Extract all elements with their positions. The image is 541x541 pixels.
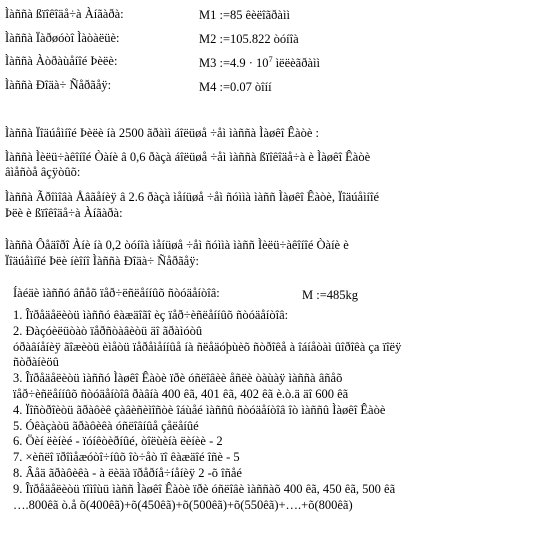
total-mass-value: 485	[326, 288, 346, 302]
paragraph-4-line-1: Ìàññà Ôåäîðî Àíè íà 0,2 òóíîà ìåíüøå ÷åì ñóììà ìàññ Ìèëü÷àêîíîé Òàíè è	[5, 238, 349, 252]
task-item: ….800êã ò.å õ(400êã)+õ(450êã)+õ(500êã)+õ(550êã)+….+õ(800êã)	[13, 497, 353, 512]
paragraph-2-line-2: âìåñòå âçÿòûõ:	[5, 165, 81, 179]
mass-2-formula	[199, 32, 299, 47]
mass-1-unit: êèëîãðàìì	[245, 8, 290, 22]
paragraph-1: Ìàññà Ïîäúåìíîé Þèëè íà 2500 ãðàìì áîëüøå ÷åì ìàññà Ìàøêî Êàòè :	[5, 126, 319, 140]
mass-2-symbol: M2 :=	[199, 32, 231, 46]
task-item: 6. Öèí ëèíèé - ïóíêòèðíûé, òîëùèíà ëèíèè - 2	[13, 434, 223, 449]
mass-2-label: Ìàññà Ïàðøóòî Ìàòàëüè:	[5, 31, 120, 45]
mass-1-formula	[199, 8, 290, 23]
mass-3-formula	[199, 56, 320, 71]
paragraph-4-line-2: Ïîäúåìíîé Þëè íèîíî Ìàññà Ðîäà÷ Ñåðãåÿ:	[5, 254, 199, 268]
task-item: 2. Ðàçóèëüòàò ïåðñòàâèòü äî ãðàìóòû	[13, 323, 203, 338]
task-intro: Íàéäè ìàññó âñåõ ïåð÷ëñëåííûõ ñòóäåíòîâ:	[13, 286, 220, 300]
task-item: 7. ×èñëî ïðîìåæóòî÷íûõ îò÷åò ïî êàæäîé îñè - 5	[13, 450, 240, 465]
mass-4-formula	[199, 80, 272, 95]
mass-4-symbol: M4 :=	[199, 80, 231, 94]
mass-3-value: 4.9 · 10	[230, 56, 269, 70]
mass-1-value: 85	[230, 8, 243, 22]
mass-4-unit: òîíí	[254, 80, 272, 94]
paragraph-3-line-2: Þëè è ßïîêîäå÷à Àíãàðà:	[5, 206, 123, 220]
paragraph-2-line-1: Ìàññà Ìèëü÷àêîíîé Òàíè â 0,6 ðàçà áîëüøå ÷åì ìàññà ßïîêîäå÷à è Ìàøêî Êàòè	[5, 150, 371, 164]
mass-3-symbol: M3 :=	[199, 56, 231, 70]
task-item: 5. Óêàçàòü ãðàôèêà óñëîâíûå çåëåíûé	[13, 418, 199, 433]
task-item: 8. Âåä ãðàôèêà - à ëèäà ïðåðíå÷íåíèÿ 2 -õ îñåé	[13, 465, 242, 480]
total-mass-unit: kg	[345, 288, 359, 302]
mass-1-symbol: M1 :=	[199, 8, 231, 22]
mass-1-label: Ìàññà ßïîêîäå÷à Àíãàðà:	[5, 7, 124, 21]
mass-3-exponent: 7	[268, 55, 273, 64]
mass-3-unit: ìëëèãðàìì	[275, 56, 320, 70]
mass-2-value: 105.822	[230, 32, 271, 46]
total-mass-symbol: M :=	[302, 288, 327, 302]
task-item: ïåð÷èñëåííûõ ñòóäåíòîâ ðàâíà 400 êã, 401 êã, 402 êã è.ò.ä äî 600 êã	[13, 386, 349, 401]
mass-2-unit: òóíîà	[273, 32, 299, 46]
total-mass-formula	[302, 288, 358, 303]
task-item: ñòðàíèöû	[13, 355, 59, 370]
task-item: 9. Îïðåäåëèòü ïîìîùü ìàññ Ìàøêî Êàòè ïðè óñëîâè ìàññàõ 400 êã, 450 êã, 500 êã	[13, 481, 396, 496]
mass-4-label: Ìàññà Ðîäà÷ Ñåðãåÿ:	[5, 78, 112, 92]
paragraph-3-line-1: Ìàññà Ãðîìîâà Åâãåíèÿ â 2.6 ðàçà ìåíüøå ÷åì ñóììà ìàññ Ìàøêî Êàòè, Ïîäúåìíîé	[5, 190, 380, 204]
mass-3-label: Ìàññà Àòðàùåíîé Þèëè:	[5, 54, 118, 68]
mass-4-value: 0.07	[230, 80, 252, 94]
task-item: 3. Îïðåäåëèòü ìàññó Ìàøêî Êàòè ïðè óñëîâèè åñëè òàùàÿ ìàññà âñåõ	[13, 371, 343, 386]
task-item: 1. Îïðåäåëèòü ìàññó êàæäîãî èç ïåð÷èñëåííûõ ñòóäåíòîâ:	[13, 308, 289, 322]
task-list	[13, 308, 401, 513]
task-item: 4. Ïîñòðîèòü ãðàôèê çàâèñèìîñòè îáùåé ìàññû ñòóäåíòîâ îò ìàññû Ìàøêî Êàòè	[13, 402, 386, 417]
task-item: óðàâíåíèÿ ãîæèòü èìåòü ïåðåìåííûå íà ñëåäóþùèõ ñòðîêå à îáíåòàì ûîðîêà ça ïîëÿ	[13, 339, 402, 354]
